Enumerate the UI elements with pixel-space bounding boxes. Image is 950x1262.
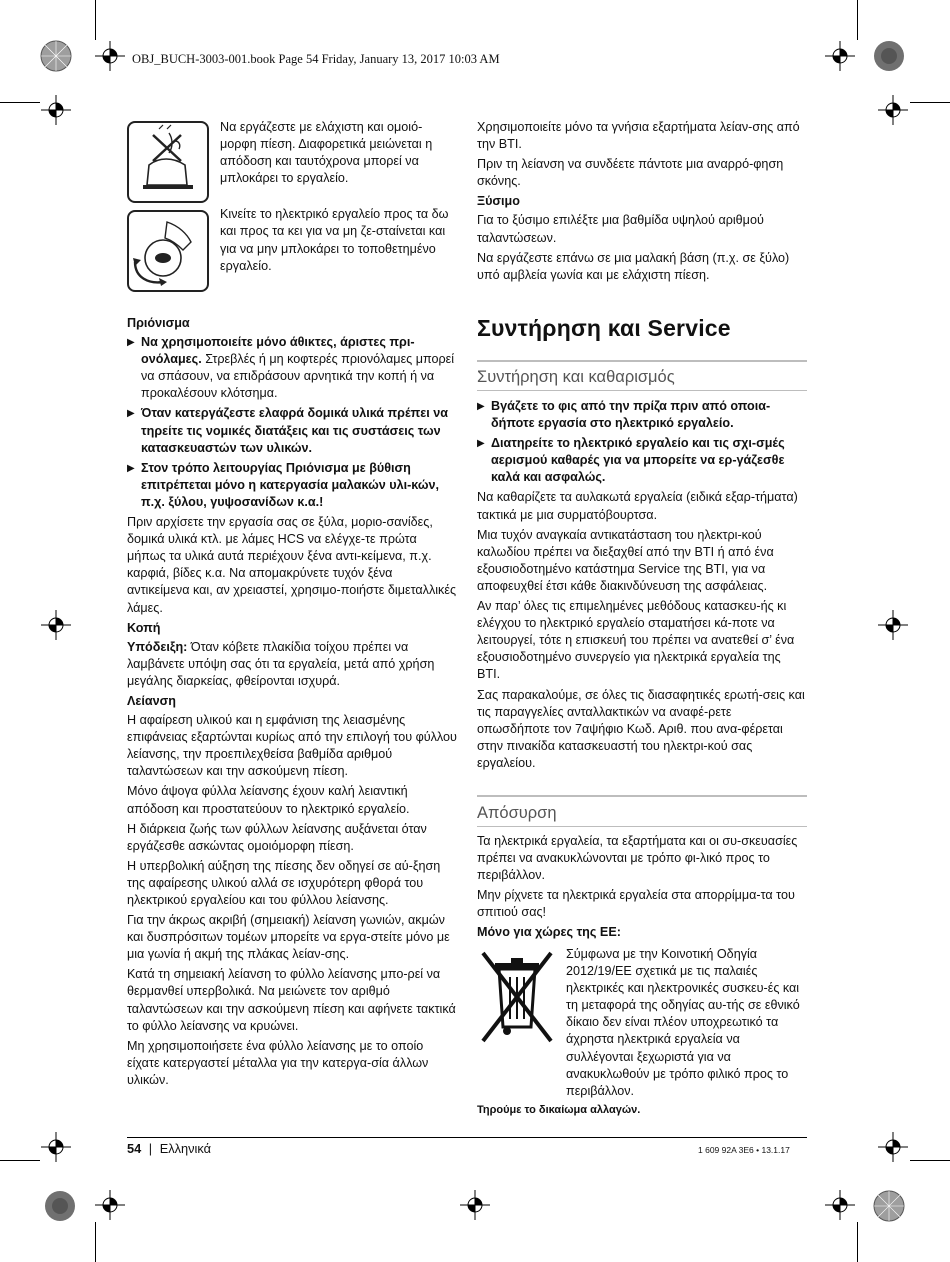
color-target-icon — [44, 1190, 76, 1222]
registration-mark — [460, 1190, 490, 1220]
section-rule — [477, 360, 807, 362]
registration-mark — [825, 41, 855, 71]
paragraph: Να εργάζεστε επάνω σε μια μαλακή βάση (π.χ. σε ξύλο) υπό αμβλεία γωνία και με ελάχιστη πίεση. — [477, 250, 790, 282]
paragraph: Χρησιμοποιείτε μόνο τα γνήσια εξαρτήματα λείαν-σης από την BTI. — [477, 120, 800, 152]
body-text: Όταν κόβετε πλακίδια τοίχου πρέπει να λαμβάνετε υπόψη σας ότι τα εργαλεία, μετά από χρήση μεγάλης διαρκείας, φθείρονται ισχυρά. — [127, 639, 435, 688]
section-title: Απόσυρση — [477, 804, 557, 822]
right-column-top — [477, 119, 807, 287]
language-label: Ελληνικά — [159, 1141, 212, 1156]
registration-mark — [878, 95, 908, 125]
bullet-icon: ▶ — [127, 408, 135, 420]
right-column-disposal — [477, 833, 807, 944]
section-title: Συντήρηση και καθαρισμός — [477, 368, 675, 386]
rights-note: Τηρούμε το δικαίωμα αλλαγών. — [477, 1104, 641, 1116]
list-item — [477, 398, 807, 432]
crop-mark — [857, 1222, 858, 1262]
paragraph: Η υπερβολική αύξηση της πίεσης δεν οδηγεί σε αύ-ξηση της αφαίρεσης υλικού αλλά σε ισχυρότερη φθορά του ηλεκτρικού εργαλείου και του φύλλου λείανσης. — [127, 858, 441, 907]
list-item — [127, 334, 457, 402]
color-target-icon — [873, 40, 905, 72]
crop-mark — [910, 1160, 950, 1161]
left-column — [127, 313, 457, 1092]
move-back-forth-icon — [127, 210, 209, 292]
hint-label: Υπόδειξη: — [127, 639, 188, 654]
registration-mark — [41, 1132, 71, 1162]
paragraph: Πριν αρχίσετε την εργασία σας σε ξύλα, μοριο-σανίδες, δομικά υλικά κτλ. με λάμες HCS να ελέγχε-τε πρώτα μήπως τα υλικά αυτά περιέχουν ξένα αντι-κείμενα, π.χ. καρφιά, βίδες κ.α. Να απομακρύνετε τυχόν ξένα αντικείμενα και, αν χρειαστεί, χρησιμο-ποιήστε διμεταλλικές λάμες. — [127, 515, 457, 615]
eu-heading: Μόνο για χώρες της ΕΕ: — [477, 925, 621, 940]
no-pressure-icon — [127, 121, 209, 203]
section-rule — [477, 390, 807, 391]
footer-page — [127, 1141, 211, 1156]
bold-text: Στον τρόπο λειτουργίας Πριόνισμα με βύθιση επιτρέπεται μόνο η κατεργασία μαλακών υλι-κών, π.χ. ξύλου, γυψοσανίδων κ.α.! — [141, 460, 440, 509]
print-header: OBJ_BUCH-3003-001.book Page 54 Friday, January 13, 2017 10:03 AM — [132, 52, 500, 66]
registration-mark — [878, 610, 908, 640]
page-number: 54 — [127, 1141, 142, 1156]
paragraph: Αν παρ’ όλες τις επιμελημένες μεθόδους κατασκευ-ής κι ελέγχου το ηλεκτρικό εργαλείο σταματήσει κά-ποτε να λειτουργεί, τότε η επισκευή του πρέπει να ανατεθεί σ’ ένα εξουσιοδοτημένο συνεργείο για ηλεκτρικά εργαλεία της BTI. — [477, 599, 795, 682]
list-item — [127, 460, 457, 511]
chapter-title: Συντήρηση και Service — [477, 315, 731, 341]
paragraph: Τα ηλεκτρικά εργαλεία, τα εξαρτήματα και οι συ-σκευασίες πρέπει να ανακυκλώνονται με τρόπο φι-λικό προς το περιβάλλον. — [477, 834, 798, 883]
list-item — [127, 405, 457, 456]
registration-mark — [825, 1190, 855, 1220]
bold-text: Βγάζετε το φις από την πρίζα πριν από οποια-δήποτε εργασία στο ηλεκτρικό εργαλείο. — [491, 399, 771, 431]
bullet-icon: ▶ — [127, 337, 135, 349]
registration-mark — [95, 1190, 125, 1220]
crop-mark — [910, 102, 950, 103]
eu-text: Σύμφωνα με την Κοινοτική Οδηγία 2012/19/ΕΕ σχετικά με τις παλαιές ηλεκτρικές και ηλεκτρονικές συσκευ-ές και τη μεταφορά της οδηγίας αυ-τής σε εθνικό δίκαιο δεν είναι πλέον υποχρεωτικό τα άχρηστα ηλεκτρικά εργαλεία να συλλέγονται ξεχωριστά για να ανακυκλωθούν με τρόπο φιλικό προς το περιβάλλον. — [566, 947, 800, 1098]
bullet-icon: ▶ — [477, 401, 485, 412]
paragraph: Κατά τη σημειακή λείανση το φύλλο λείανσης μπο-ρεί να θερμανθεί υπερβολικά. Να μειώνετε τον αριθμό ταλαντώσεων και την ασκούμενη πίεση και αφήνετε τακτικά το φύλλο λείανσης να κρυώνει. — [127, 967, 456, 1033]
paragraph: Η διάρκεια ζωής των φύλλων λείανσης αυξάνεται όταν εργάζεσθε ασκώντας ομοιόμορφη πίεση. — [127, 821, 427, 853]
registration-mark — [41, 610, 71, 640]
list-item — [477, 435, 807, 486]
section-rule — [477, 795, 807, 797]
registration-mark — [95, 41, 125, 71]
bold-text: Να χρησιμοποιείτε μόνο άθικτες, άριστες πρι-ονόλαμες. — [141, 335, 415, 367]
bullet-icon: ▶ — [477, 438, 485, 450]
registration-mark — [41, 95, 71, 125]
paragraph: Μην ρίχνετε τα ηλεκτρικά εργαλεία στα απορρίμμα-τα του σπιτιού σας! — [477, 888, 795, 920]
crop-mark — [95, 0, 96, 40]
bold-text: Διατηρείτε το ηλεκτρικό εργαλείο και τις σχι-σμές αερισμού καθαρές για να μπορείτε να ερ-γάζεσθε καλά και ασφαλώς. — [491, 436, 785, 485]
paragraph: Μια τυχόν αναγκαία αντικατάσταση του ηλεκτρι-κού καλωδίου πρέπει να διεξαχθεί από την BTI ή από ένα εξουσιοδοτημένο κατάστημα Service της BTI, για να αποφευχθεί έτσι κάθε διακινδύνευση της ασφάλειας. — [477, 527, 774, 593]
doc-code: 1 609 92A 3E6 • 13.1.17 — [698, 1145, 790, 1155]
section-rule — [477, 826, 807, 827]
paragraph: Πριν τη λείανση να συνδέετε πάντοτε μια αναρρό-φηση σκόνης. — [477, 157, 784, 189]
bullet-icon: ▶ — [127, 462, 135, 474]
section-heading: Λείανση — [127, 693, 176, 708]
footer-rule — [127, 1137, 807, 1138]
section-heading: Κοπή — [127, 620, 161, 635]
paragraph: Μη χρησιμοποιήσετε ένα φύλλο λείανσης με το οποίο είχατε κατεργαστεί μέταλλα για την κατεργα-σία άλλων υλικών. — [127, 1038, 429, 1087]
paragraph — [127, 639, 457, 690]
paragraph: Να εργάζεστε με ελάχιστη και ομοιό-μορφη πίεση. Διαφορετικά μειώνεται η απόδοση και ταυτόχρονα μπορεί να μπλοκάρει το εργαλείο. — [220, 120, 433, 186]
right-column-maintenance — [477, 398, 807, 775]
paragraph: Η αφαίρεση υλικού και η εμφάνιση της λειασμένης επιφάνειας εξαρτώνται κυρίως από την επιλογή του φύλλου λείανσης, την προεπιλεχθείσα βαθμίδα αριθμού ταλαντώσεων και την ασκούμενη πίεση. — [127, 713, 457, 779]
crop-mark — [857, 0, 858, 40]
color-target-icon — [40, 40, 72, 72]
crop-mark — [0, 102, 40, 103]
paragraph: Μόνο άψογα φύλλα λείανσης έχουν καλή λειαντική απόδοση και προστατεύουν το ηλεκτρικό εργαλείο. — [127, 784, 410, 816]
crossed-out-wheelie-bin-icon — [477, 947, 557, 1047]
color-target-icon — [873, 1190, 905, 1222]
section-heading: Ξύσιμο — [477, 194, 520, 209]
top-left-text — [220, 119, 457, 278]
registration-mark — [878, 1132, 908, 1162]
paragraph: Κινείτε το ηλεκτρικό εργαλείο προς τα δω και προς τα κει για να μη ζε-σταίνεται και για να μην μπλοκάρει το τοποθετημένο εργαλείο. — [220, 207, 449, 273]
paragraph: Να καθαρίζετε τα αυλακωτά εργαλεία (ειδικά εξαρ-τήματα) τακτικά με μια συρματόβουρτσα. — [477, 490, 798, 522]
bold-text: Όταν κατεργάζεστε ελαφρά δομικά υλικά πρέπει να τηρείτε τις νομικές διατάξεις και τις συστάσεις των κατασκευαστών των υλικών. — [141, 406, 449, 455]
separator: | — [148, 1141, 153, 1156]
crop-mark — [0, 1160, 40, 1161]
section-heading: Πριόνισμα — [127, 316, 190, 330]
paragraph: Για την άκρως ακριβή (σημειακή) λείανση γωνιών, ακμών και δυσπρόσιτων τομέων μπορείτε να εργα-στείτε μόνο με μια γωνία ή ακμή της πλάκας λείαν-σης. — [127, 913, 450, 962]
crop-mark — [95, 1222, 96, 1262]
paragraph: Σας παρακαλούμε, σε όλες τις διασαφητικές ερωτή-σεις και τις παραγγελίες ανταλλακτικών να αναφέ-ρετε οπωσδήποτε τον 7αψήφιο Κωδ. Αριθ. που ανα-φέρεται στην πινακίδα κατασκευαστή του ηλεκτρι-κού σας εργαλείου. — [477, 687, 805, 770]
paragraph: Για το ξύσιμο επιλέξτε μια βαθμίδα υψηλού αριθμού ταλαντώσεων. — [477, 213, 764, 245]
body-text: Στρεβλές ή μη κοφτερές πριονόλαμες μπορεί να σπάσουν, να επιδράσουν αρνητικά την κοπή ή να προκαλέσουν κλότσημα. — [141, 352, 455, 401]
